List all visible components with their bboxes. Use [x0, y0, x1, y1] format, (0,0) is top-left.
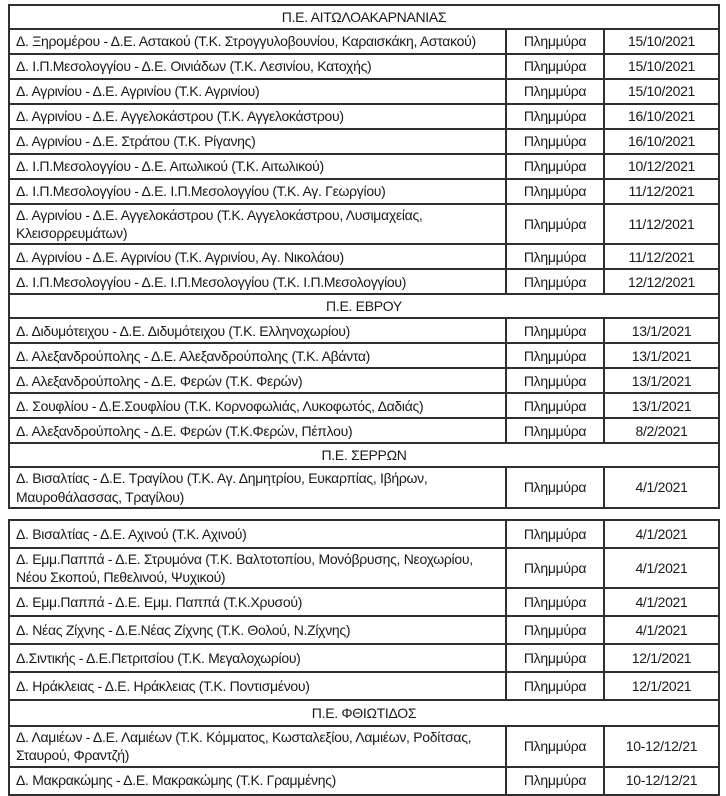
area-cell: Δ. Ξηρομέρου - Δ.Ε. Αστακού (Τ.Κ. Στρογγυλοβουνίου, Καραισκάκη, Αστακού): [9, 29, 506, 54]
area-cell: Δ. Αγρινίου - Δ.Ε. Αγρινίου (Τ.Κ. Αγρινίου, Αγ. Νικολάου): [9, 244, 506, 269]
table-row: [9, 616, 719, 644]
event-type-cell: Πλημμύρα: [506, 104, 604, 129]
event-type-cell: Πλημμύρα: [506, 520, 604, 548]
table-row: [9, 318, 719, 343]
date-cell: 4/1/2021: [604, 616, 719, 644]
flood-table-2: [8, 519, 720, 796]
table-row: [9, 644, 719, 672]
date-cell: 8/2/2021: [604, 418, 719, 443]
area-cell: Δ. Αγρινίου - Δ.Ε. Αγγελοκάστρου (Τ.Κ. Αγγελοκάστρου): [9, 104, 506, 129]
event-type-cell: Πλημμύρα: [506, 467, 604, 507]
table-row: [9, 104, 719, 129]
date-cell: 12/12/2021: [604, 269, 719, 294]
area-cell: Δ. Αγρινίου - Δ.Ε. Αγγελοκάστρου (Τ.Κ. Αγγελοκάστρου, Λυσιμαχείας, Κλεισορρευμάτων): [9, 204, 506, 244]
area-cell: Δ. Βισαλτίας - Δ.Ε. Αχινού (Τ.Κ. Αχινού): [9, 520, 506, 548]
event-type-cell: Πλημμύρα: [506, 644, 604, 672]
table-row: [9, 244, 719, 269]
event-type-cell: Πλημμύρα: [506, 269, 604, 294]
event-type-cell: Πλημμύρα: [506, 129, 604, 154]
area-cell: Δ. Αλεξανδρούπολης - Δ.Ε. Αλεξανδρούπολης (Τ.Κ. Αβάντα): [9, 343, 506, 368]
area-cell: Δ. Αλεξανδρούπολης - Δ.Ε. Φερών (Τ.Κ.Φερών, Πέπλου): [9, 418, 506, 443]
date-cell: 16/10/2021: [604, 104, 719, 129]
table-row: [9, 129, 719, 154]
area-cell: Δ. Μακρακώμης - Δ.Ε. Μακρακώμης (Τ.Κ. Γραμμένης): [9, 767, 506, 795]
date-cell: 4/1/2021: [604, 467, 719, 507]
date-cell: 13/1/2021: [604, 318, 719, 343]
date-cell: 12/1/2021: [604, 644, 719, 672]
date-cell: 15/10/2021: [604, 54, 719, 79]
flood-events-tables: [8, 4, 726, 796]
event-type-cell: Πλημμύρα: [506, 179, 604, 204]
area-cell: Δ. Διδυμότειχου - Δ.Ε. Διδυμότειχου (Τ.Κ. Ελληνοχωρίου): [9, 318, 506, 343]
area-cell: Δ. Βισαλτίας - Δ.Ε. Τραγίλου (Τ.Κ. Αγ. Δημητρίου, Ευκαρπίας, Ιβήρων, Μαυροθάλασσας, Τραγίλου): [9, 467, 506, 507]
event-type-cell: Πλημμύρα: [506, 418, 604, 443]
area-cell: Δ. Ι.Π.Μεσολογγίου - Δ.Ε. Ι.Π.Μεσολογγίου (Τ.Κ. Αγ. Γεωργίου): [9, 179, 506, 204]
table-row: [9, 767, 719, 795]
area-cell: Δ. Ι.Π.Μεσολογγίου - Δ.Ε. Αιτωλικού (Τ.Κ. Αιτωλικού): [9, 154, 506, 179]
date-cell: 16/10/2021: [604, 129, 719, 154]
event-type-cell: Πλημμύρα: [506, 393, 604, 418]
date-cell: 4/1/2021: [604, 548, 719, 588]
table-row: [9, 548, 719, 588]
section-header-row: [9, 700, 719, 726]
area-cell: Δ.Σιντικής - Δ.Ε.Πετριτσίου (Τ.Κ. Μεγαλοχωρίου): [9, 644, 506, 672]
section-header-label: Π.Ε. ΕΒΡΟΥ: [9, 294, 719, 318]
event-type-cell: Πλημμύρα: [506, 672, 604, 700]
date-cell: 10/12/2021: [604, 154, 719, 179]
area-cell: Δ. Εμμ.Παππά - Δ.Ε. Στρυμόνα (Τ.Κ. Βαλτοτοπίου, Μονόβρυσης, Νεοχωρίου, Νέου Σκοπού, Πεθελινού, Ψυχικού): [9, 548, 506, 588]
date-cell: 11/12/2021: [604, 204, 719, 244]
table-row: [9, 672, 719, 700]
area-cell: Δ. Σουφλίου - Δ.Ε.Σουφλίου (Τ.Κ. Κορνοφωλιάς, Λυκοφωτός, Δαδιάς): [9, 393, 506, 418]
area-cell: Δ. Αγρινίου - Δ.Ε. Αγρινίου (Τ.Κ. Αγρινίου): [9, 79, 506, 104]
table-row: [9, 204, 719, 244]
date-cell: 15/10/2021: [604, 29, 719, 54]
event-type-cell: Πλημμύρα: [506, 343, 604, 368]
event-type-cell: Πλημμύρα: [506, 616, 604, 644]
table-row: [9, 29, 719, 54]
date-cell: 13/1/2021: [604, 393, 719, 418]
table-row: [9, 343, 719, 368]
area-cell: Δ. Εμμ.Παππά - Δ.Ε. Εμμ. Παππά (Τ.Κ.Χρυσού): [9, 588, 506, 616]
section-header-label: Π.Ε. ΑΙΤΩΛΟΑΚΑΡΝΑΝΙΑΣ: [9, 5, 719, 29]
event-type-cell: Πλημμύρα: [506, 767, 604, 795]
table-row: [9, 588, 719, 616]
date-cell: 13/1/2021: [604, 368, 719, 393]
date-cell: 15/10/2021: [604, 79, 719, 104]
date-cell: 11/12/2021: [604, 244, 719, 269]
area-cell: Δ. Ι.Π.Μεσολογγίου - Δ.Ε. Οινιάδων (Τ.Κ. Λεσινίου, Κατοχής): [9, 54, 506, 79]
event-type-cell: Πλημμύρα: [506, 79, 604, 104]
table-row: [9, 393, 719, 418]
date-cell: 12/1/2021: [604, 672, 719, 700]
table-row: [9, 79, 719, 104]
area-cell: Δ. Ι.Π.Μεσολογγίου - Δ.Ε. Ι.Π.Μεσολογγίου (Τ.Κ. Ι.Π.Μεσολογγίου): [9, 269, 506, 294]
event-type-cell: Πλημμύρα: [506, 368, 604, 393]
event-type-cell: Πλημμύρα: [506, 29, 604, 54]
area-cell: Δ. Αλεξανδρούπολης - Δ.Ε. Φερών (Τ.Κ. Φερών): [9, 368, 506, 393]
table-row: [9, 269, 719, 294]
section-header-row: [9, 5, 719, 29]
table-row: [9, 154, 719, 179]
table-row: [9, 726, 719, 766]
date-cell: 13/1/2021: [604, 343, 719, 368]
event-type-cell: Πλημμύρα: [506, 588, 604, 616]
area-cell: Δ. Λαμιέων - Δ.Ε. Λαμιέων (Τ.Κ. Κόμματος, Κωσταλεξίου, Λαμιέων, Ροδίτσας, Σταυρού, Φραντζή): [9, 726, 506, 766]
date-cell: 11/12/2021: [604, 179, 719, 204]
event-type-cell: Πλημμύρα: [506, 726, 604, 766]
table-row: [9, 418, 719, 443]
section-header-label: Π.Ε. ΣΕΡΡΩΝ: [9, 443, 719, 467]
flood-table-1: [8, 4, 720, 509]
event-type-cell: Πλημμύρα: [506, 54, 604, 79]
event-type-cell: Πλημμύρα: [506, 154, 604, 179]
event-type-cell: Πλημμύρα: [506, 244, 604, 269]
date-cell: 10-12/12/21: [604, 767, 719, 795]
section-header-label: Π.Ε. ΦΘΙΩΤΙΔΟΣ: [9, 700, 719, 726]
table-row: [9, 179, 719, 204]
event-type-cell: Πλημμύρα: [506, 318, 604, 343]
area-cell: Δ. Αγρινίου - Δ.Ε. Στράτου (Τ.Κ. Ρίγανης): [9, 129, 506, 154]
table-row: [9, 520, 719, 548]
event-type-cell: Πλημμύρα: [506, 548, 604, 588]
table-row: [9, 467, 719, 507]
event-type-cell: Πλημμύρα: [506, 204, 604, 244]
section-header-row: [9, 294, 719, 318]
area-cell: Δ. Νέας Ζίχνης - Δ.Ε.Νέας Ζίχνης (Τ.Κ. Θολού, Ν.Ζίχνης): [9, 616, 506, 644]
date-cell: 4/1/2021: [604, 520, 719, 548]
table-row: [9, 368, 719, 393]
area-cell: Δ. Ηράκλειας - Δ.Ε. Ηράκλειας (Τ.Κ. Ποντισμένου): [9, 672, 506, 700]
date-cell: 10-12/12/21: [604, 726, 719, 766]
table-row: [9, 54, 719, 79]
date-cell: 4/1/2021: [604, 588, 719, 616]
section-header-row: [9, 443, 719, 467]
